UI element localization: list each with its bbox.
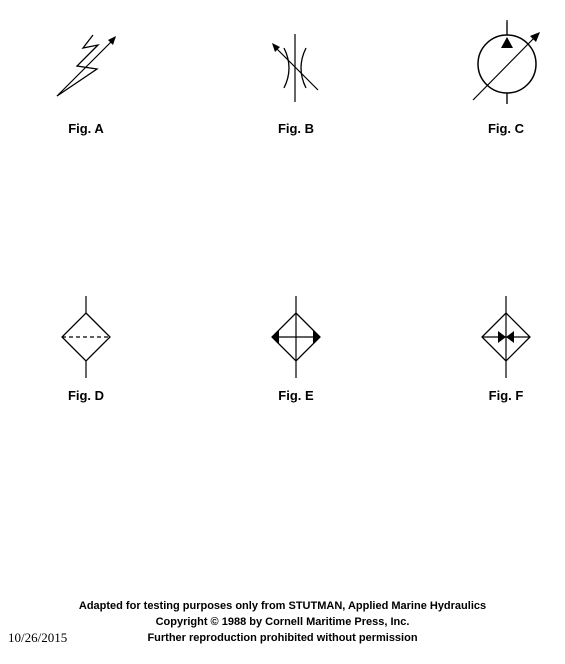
fig-e-label: Fig. E xyxy=(278,388,314,403)
heater-icon xyxy=(476,294,536,380)
fig-b-label: Fig. B xyxy=(277,121,315,136)
fig-a-label: Fig. A xyxy=(68,121,104,136)
variable-orifice-icon xyxy=(260,32,330,104)
filter-icon xyxy=(56,294,116,380)
cooler-icon xyxy=(266,294,326,380)
fig-d-label: Fig. D xyxy=(67,388,105,403)
footer-source-line: Adapted for testing purposes only from STUTMAN, Applied Marine Hydraulics xyxy=(78,600,487,612)
fig-c-label: Fig. C xyxy=(487,121,525,136)
footer-permission-line: Further reproduction prohibited without permission xyxy=(147,632,418,644)
footer-copyright-line: Copyright © 1988 by Cornell Maritime Press, Inc. xyxy=(155,616,410,628)
fig-f-label: Fig. F xyxy=(488,388,524,403)
spring-adjustable-icon xyxy=(45,28,125,104)
variable-pump-icon xyxy=(465,18,549,106)
date-stamp: 10/26/2015 xyxy=(8,630,68,645)
